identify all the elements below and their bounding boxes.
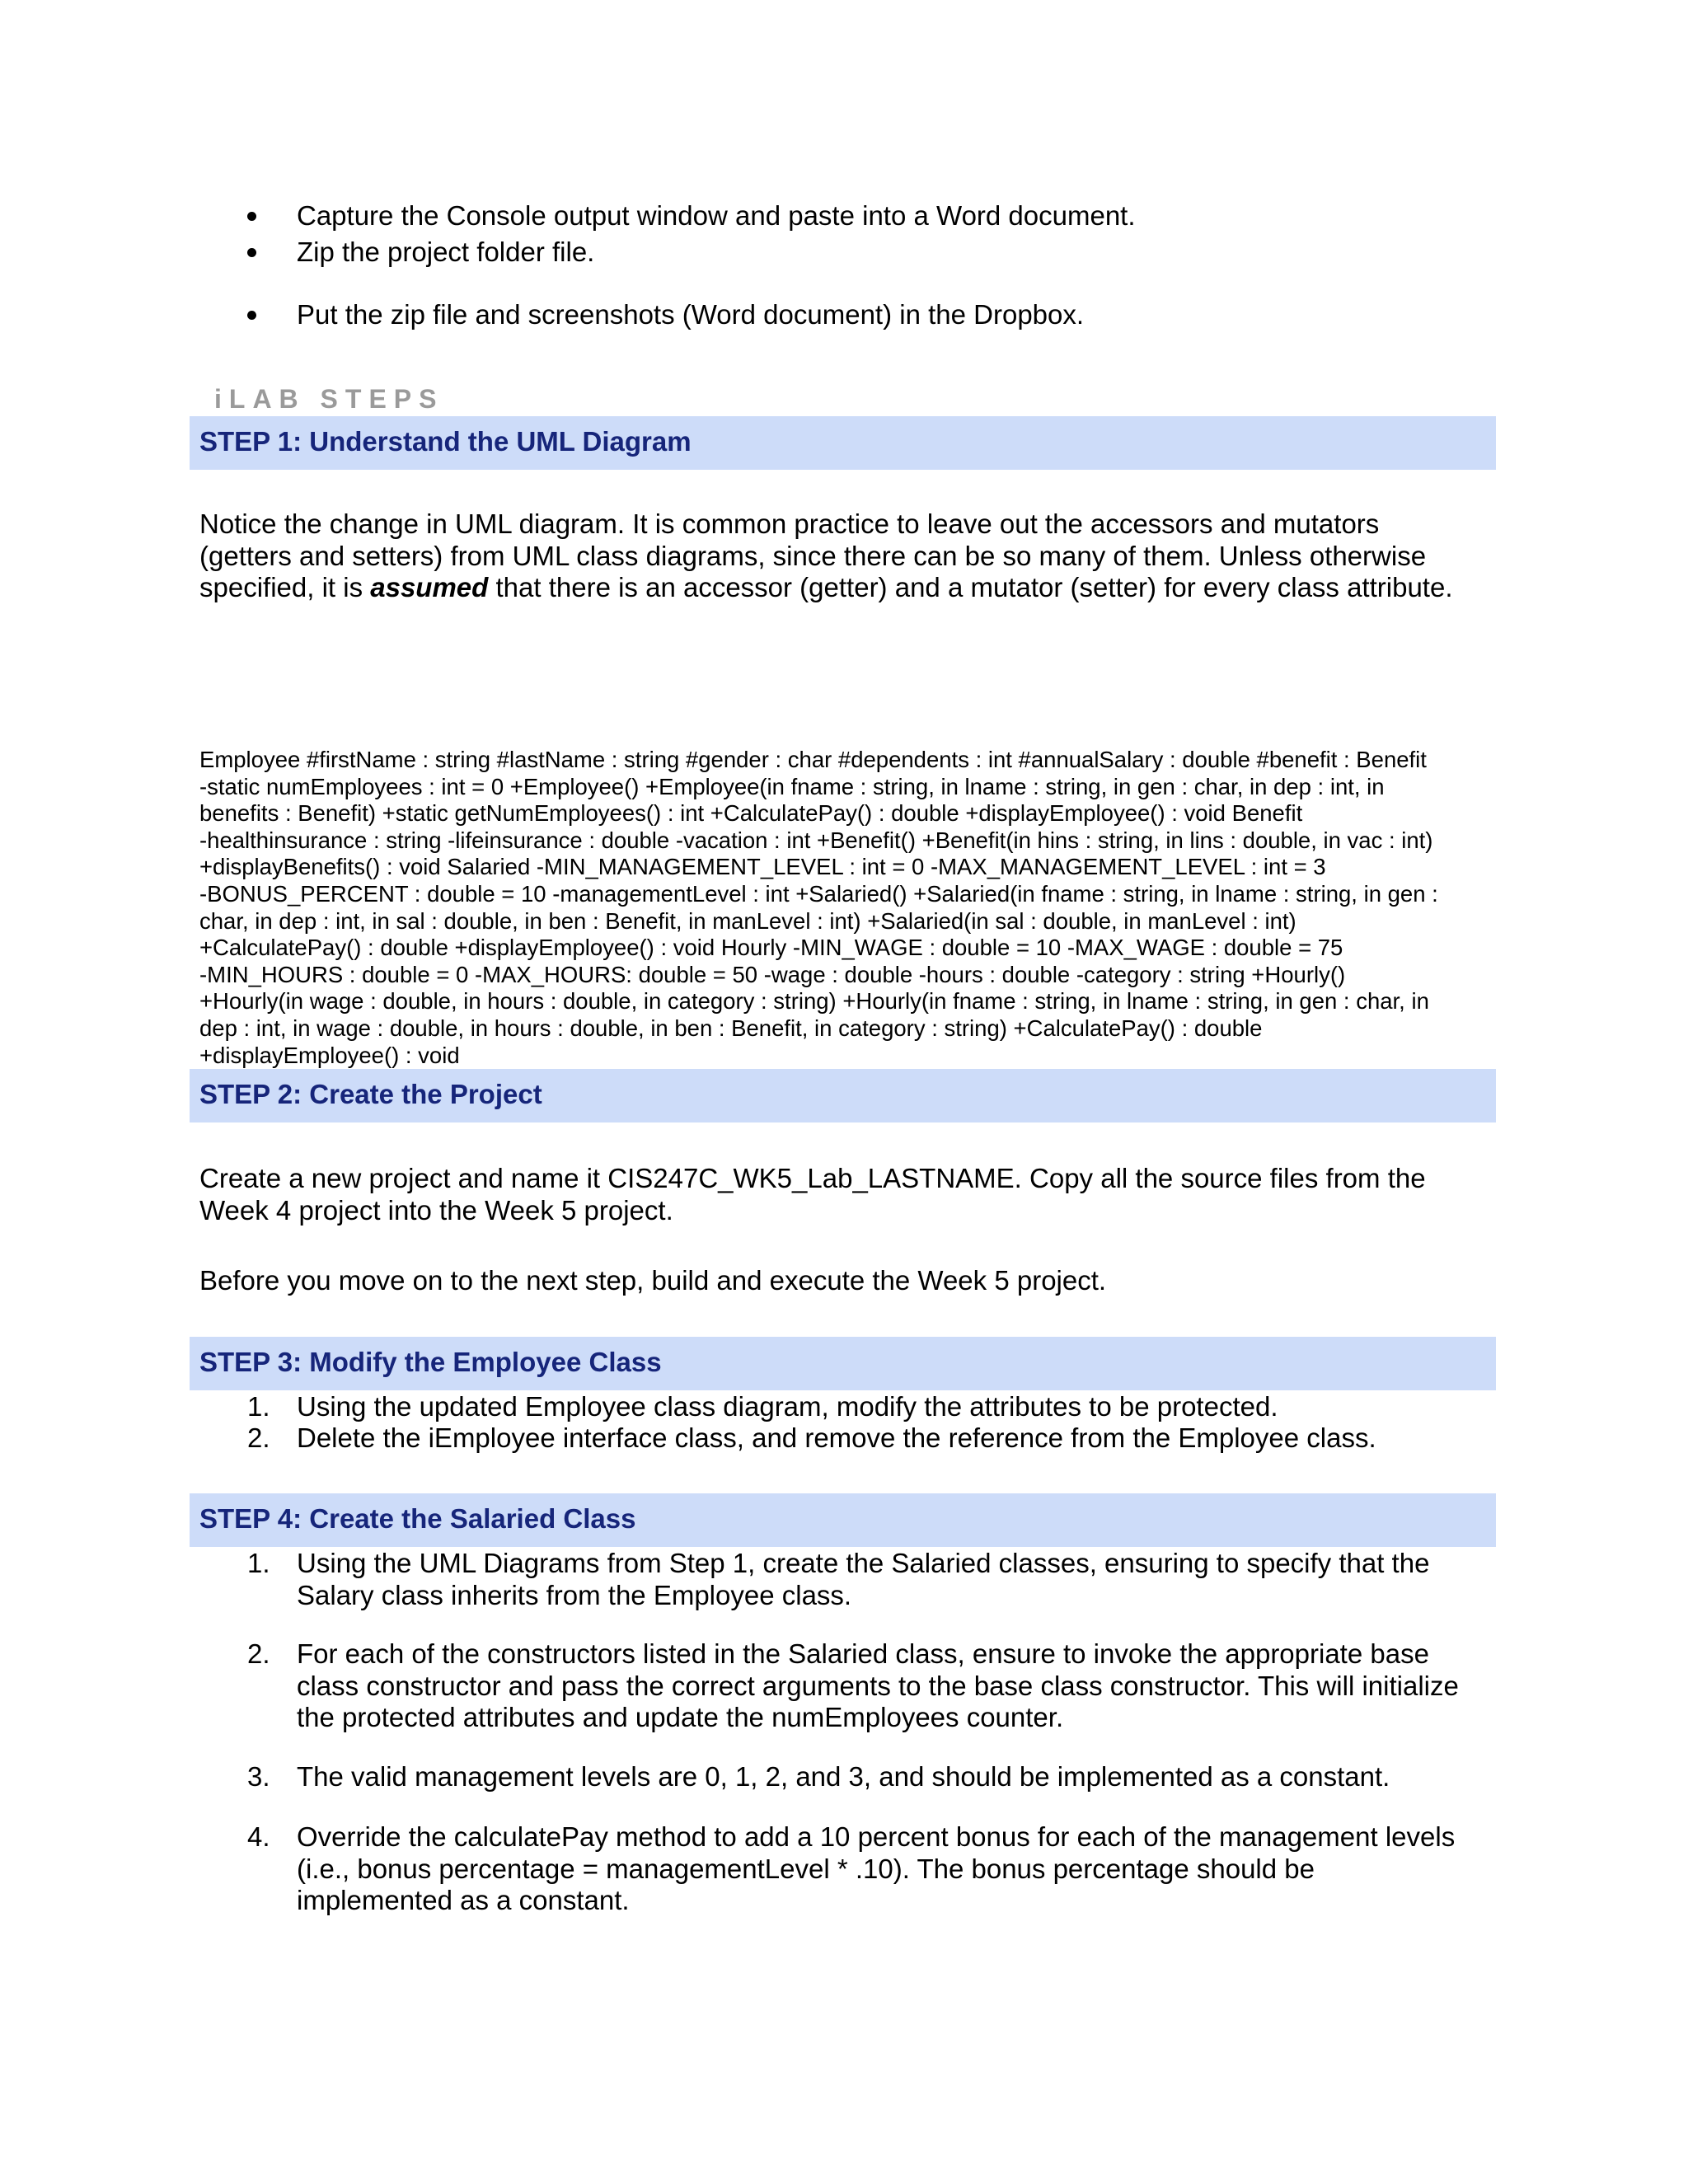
item-line: the protected attributes and update the numEmployees counter.	[297, 1702, 1064, 1732]
bullet-text: Put the zip file and screenshots (Word document) in the Dropbox.	[297, 299, 1085, 330]
step-3-header	[190, 1337, 1496, 1390]
item-number: 2.	[247, 1638, 270, 1669]
item-line: Salary class inherits from the Employee class.	[297, 1579, 852, 1610]
item-number: 1.	[247, 1391, 270, 1422]
bullet-text: Capture the Console output window and paste into a Word document.	[297, 200, 1136, 231]
step-2-paragraph-2	[199, 1265, 1493, 1297]
item-line: Using the updated Employee class diagram, modify the attributes to be protected.	[297, 1391, 1278, 1422]
paragraph-line: Notice the change in UML diagram. It is common practice to leave out the accessors and mutators	[199, 509, 1380, 539]
uml-line: Employee #firstName : string #lastName : string #gender : char #dependents : int #annualSalary : double #benefit : Benefit	[199, 747, 1427, 772]
uml-diagram-text	[199, 747, 1502, 1069]
item-line: implemented as a constant.	[297, 1885, 630, 1915]
paragraph-line: Week 4 project into the Week 5 project.	[199, 1194, 673, 1226]
uml-line: dep : int, in wage : double, in hours : double, in ben : Benefit, in category : string) +CalculatePay() : double	[199, 1015, 1263, 1041]
uml-line: benefits : Benefit) +static getNumEmployees() : int +CalculatePay() : double +displayEmployee() : void Benefit	[199, 800, 1303, 827]
item-line: Delete the iEmployee interface class, and remove the reference from the Employee class.	[297, 1422, 1376, 1453]
uml-line: +Hourly(in wage : double, in hours : double, in category : string) +Hourly(in fname : string, in lname : string, in gen : char, in	[199, 988, 1429, 1015]
uml-line: +displayEmployee() : void	[199, 1042, 460, 1068]
step-1-paragraph	[199, 509, 1493, 604]
bullet-text: Zip the project folder file.	[297, 237, 595, 267]
step-4-title: STEP 4: Create the Salaried Class	[199, 1503, 636, 1534]
item-number: 3.	[247, 1761, 270, 1792]
step-3-title: STEP 3: Modify the Employee Class	[199, 1347, 662, 1377]
item-number: 1.	[247, 1548, 270, 1578]
item-number: 2.	[247, 1422, 270, 1453]
paragraph-line: (getters and setters) from UML class diagrams, since there can be so many of them. Unless otherwise	[199, 540, 1427, 571]
item-number: 4.	[247, 1821, 270, 1852]
bullet-dot-icon	[247, 212, 256, 221]
emphasis-assumed: assumed	[370, 572, 489, 602]
uml-line: +displayBenefits() : void Salaried -MIN_MANAGEMENT_LEVEL : int = 0 -MAX_MANAGEMENT_LEVEL : int = 3	[199, 854, 1326, 880]
bullet-dot-icon	[247, 311, 256, 320]
item-line: class constructor and pass the correct arguments to the base class constructor. This will initialize	[297, 1670, 1459, 1701]
step-2-title: STEP 2: Create the Project	[199, 1079, 542, 1109]
paragraph-line: specified, it is assumed that there is an accessor (getter) and a mutator (setter) for every class attribute.	[199, 572, 1453, 602]
step-2-header	[190, 1069, 1496, 1122]
uml-line: -healthinsurance : string -lifeinsurance : double -vacation : int +Benefit() +Benefit(in hins : string, in lins : double, in vac : int)	[199, 827, 1433, 853]
bullet-dot-icon	[247, 248, 256, 257]
paragraph-line: Before you move on to the next step, build and execute the Week 5 project.	[199, 1265, 1107, 1296]
step-1-header	[190, 416, 1496, 470]
uml-line: +CalculatePay() : double +displayEmployee() : void Hourly -MIN_WAGE : double = 10 -MAX_WAGE : double = 75	[199, 935, 1343, 961]
paragraph-line: Create a new project and name it CIS247C_WK5_Lab_LASTNAME. Copy all the source files from the	[199, 1163, 1426, 1193]
item-line: (i.e., bonus percentage = managementLevel * .10). The bonus percentage should be	[297, 1853, 1315, 1884]
ilab-steps-heading: iLAB STEPS	[214, 384, 444, 414]
item-line: Override the calculatePay method to add a 10 percent bonus for each of the management levels	[297, 1821, 1456, 1852]
step-2-paragraph-1	[199, 1163, 1493, 1226]
item-line: For each of the constructors listed in the Salaried class, ensure to invoke the appropriate base	[297, 1638, 1429, 1669]
step-1-title: STEP 1: Understand the UML Diagram	[199, 426, 692, 457]
uml-line: char, in dep : int, in sal : double, in ben : Benefit, in manLevel : int) +Salaried(in sal : double, in manLevel : int)	[199, 907, 1296, 934]
item-line: Using the UML Diagrams from Step 1, create the Salaried classes, ensuring to specify that the	[297, 1548, 1430, 1578]
uml-line: -BONUS_PERCENT : double = 10 -managementLevel : int +Salaried() +Salaried(in fname : string, in lname : string, in gen :	[199, 880, 1438, 907]
uml-line: -static numEmployees : int = 0 +Employee() +Employee(in fname : string, in lname : string, in gen : char, in dep : int, in	[199, 773, 1385, 799]
item-line: The valid management levels are 0, 1, 2, and 3, and should be implemented as a constant.	[297, 1761, 1390, 1792]
uml-line: -MIN_HOURS : double = 0 -MAX_HOURS: double = 50 -wage : double -hours : double -category : string +Hourly()	[199, 961, 1346, 987]
step-4-header	[190, 1493, 1496, 1547]
